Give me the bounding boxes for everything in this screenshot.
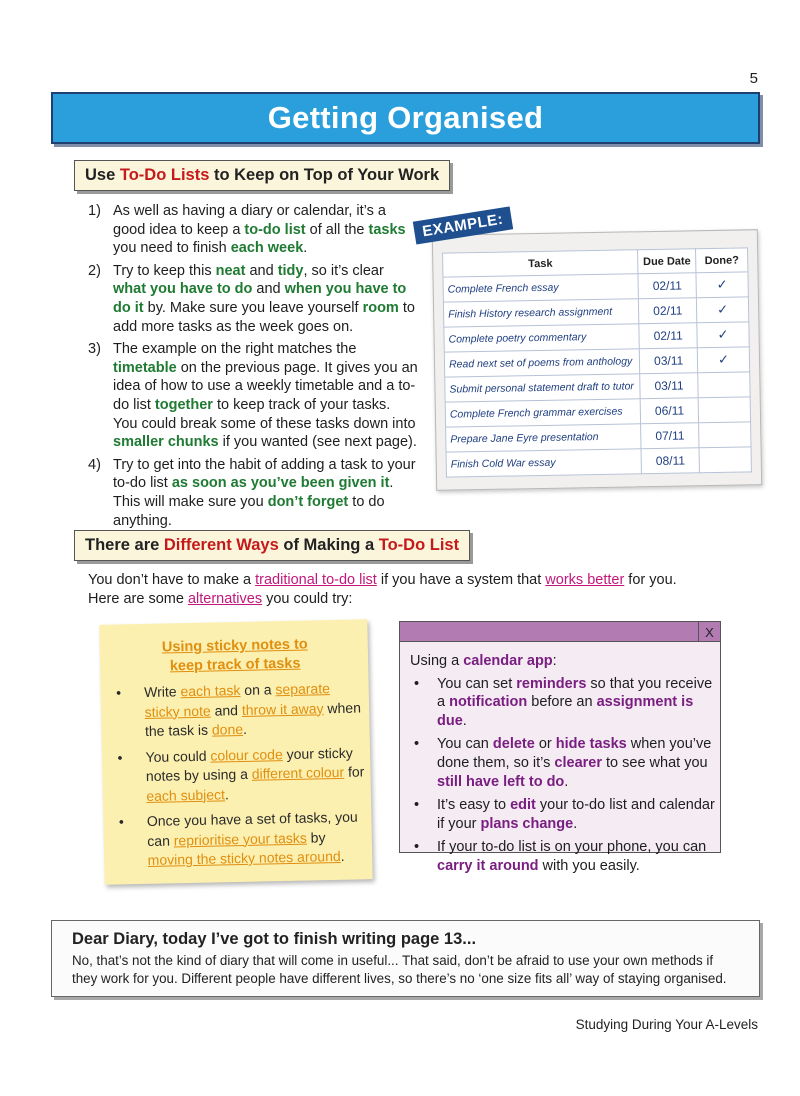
body-text: .: [462, 712, 467, 729]
highlighted-text: delete: [492, 736, 535, 753]
highlighted-text: clearer: [554, 754, 602, 771]
link-works-better[interactable]: works better: [545, 572, 625, 588]
body-text: As well as having a diary or calendar, it’s a good idea to keep a: [113, 203, 386, 238]
body-text: The example on the right matches the: [113, 341, 357, 358]
calendar-intro-text: :: [552, 653, 557, 669]
section-heading-todo-lists: [74, 160, 450, 191]
highlighted-text: hide tasks: [555, 736, 627, 753]
body-text: by. Make sure you leave yourself: [143, 299, 363, 316]
body-text: or: [534, 736, 556, 753]
highlighted-text: smaller chunks: [113, 434, 219, 451]
highlighted-text: tidy: [277, 262, 304, 279]
intro-line-1: [88, 571, 728, 590]
numbered-steps-list: [88, 202, 418, 534]
todo-table: [442, 247, 752, 477]
sticky-note-title: [135, 635, 336, 677]
done-check-cell: ✓: [696, 272, 748, 298]
intro-text: Here are some: [88, 590, 188, 607]
link-traditional-to-do-list[interactable]: traditional to-do list: [255, 572, 377, 588]
task-cell: Read next set of poems from anthology: [444, 349, 640, 377]
bullet: •: [414, 736, 420, 753]
sticky-title-line-2: keep track of tasks: [169, 655, 301, 675]
highlighted-text: when you have to do it: [113, 281, 407, 316]
list-item: [410, 735, 716, 791]
highlighted-text: tasks: [368, 221, 406, 238]
highlighted-text: plans change: [480, 815, 574, 832]
highlighted-text: as soon as you’ve been given it: [171, 475, 390, 492]
table-row: [446, 447, 751, 477]
calendar-intro-text: Using a: [410, 653, 464, 669]
calendar-app-window: [399, 621, 721, 874]
page-banner: [51, 92, 760, 144]
list-item: [410, 675, 716, 731]
due-date-cell: 08/11: [641, 448, 699, 474]
task-cell: Submit personal statement draft to tutor: [445, 374, 641, 402]
done-check-cell: [699, 447, 751, 473]
highlighted-text: to-do list: [244, 221, 306, 238]
highlighted-text: still have left to do: [437, 773, 565, 790]
section-heading-different-ways: [74, 530, 470, 561]
step-number: 3): [88, 341, 101, 358]
list-item: [88, 202, 418, 258]
page-title: Getting Organised: [267, 100, 544, 135]
task-cell: Finish Cold War essay: [446, 449, 642, 477]
underlined-link[interactable]: each task: [180, 682, 241, 700]
calendar-intro: [410, 652, 716, 671]
intro-text: for you.: [624, 572, 677, 588]
bullet: •: [118, 813, 124, 830]
body-text: .: [303, 240, 308, 257]
task-cell: Finish History research assignment: [443, 299, 639, 327]
list-item: [88, 262, 418, 336]
intro-line-2: [88, 590, 728, 609]
underlined-link[interactable]: done: [211, 720, 244, 738]
body-text: .: [340, 847, 345, 864]
page-footer: Studying During Your A-Levels: [575, 1017, 758, 1032]
calendar-intro-highlight: calendar app: [463, 653, 553, 669]
highlighted-text: what you have to do: [113, 281, 253, 298]
body-text: your to-do list and calendar if your: [437, 797, 715, 832]
body-text: , so it’s clear: [303, 262, 384, 279]
intro-text: You don’t have to make a: [88, 572, 256, 588]
list-item: [410, 838, 716, 875]
highlighted-text: room: [362, 299, 399, 316]
underlined-link[interactable]: each subject: [146, 785, 226, 804]
highlighted-text: edit: [510, 797, 536, 814]
highlighted-text: each week: [230, 240, 304, 257]
body-text: . This will make sure you: [113, 475, 394, 510]
intro-text: if you have a system that: [376, 572, 546, 588]
dear-diary-box: [51, 920, 760, 997]
underlined-link[interactable]: moving the sticky notes around: [147, 847, 341, 869]
body-text: to do anything.: [113, 493, 385, 529]
body-text: You can: [437, 736, 493, 753]
body-text: If your to-do list is on your phone, you can: [437, 839, 707, 856]
task-cell: Complete French grammar exercises: [445, 399, 641, 427]
body-text: .: [224, 785, 230, 802]
heading-text: There are: [85, 536, 164, 554]
done-check-cell: ✓: [697, 322, 749, 348]
calendar-app-content: [410, 652, 716, 881]
sticky-title-line-1: Using sticky notes to: [161, 636, 308, 656]
close-button[interactable]: X: [698, 622, 720, 642]
highlighted-text: assignment is due: [437, 694, 694, 729]
due-date-cell: 06/11: [640, 398, 698, 424]
body-text: Once you have a set of tasks, you can: [146, 808, 358, 849]
heading-highlight: To-Do List: [378, 536, 460, 554]
done-check-cell: [698, 372, 750, 398]
heading-text: Use: [85, 166, 120, 184]
sticky-note-list: [116, 678, 370, 877]
heading-text: of Making a: [278, 536, 379, 554]
due-date-cell: 07/11: [641, 423, 699, 449]
list-item: [88, 456, 418, 530]
example-tag: EXAMPLE:: [413, 207, 513, 245]
step-number: 4): [88, 456, 101, 473]
body-text: by: [306, 828, 326, 846]
list-item: [410, 796, 716, 833]
intro-text: you could try:: [262, 590, 353, 607]
body-text: of all the: [305, 221, 369, 238]
body-text: You can set: [437, 675, 517, 692]
list-item: [119, 807, 370, 871]
done-check-cell: [699, 422, 751, 448]
body-text: if you wanted (see next page).: [218, 434, 417, 451]
alternatives-intro: [88, 571, 728, 608]
highlighted-text: carry it around: [437, 857, 539, 874]
highlighted-text: together: [154, 396, 213, 413]
step-number: 1): [88, 203, 101, 219]
body-text: on a: [240, 681, 276, 699]
body-text: .: [564, 773, 569, 790]
due-date-cell: 03/11: [640, 373, 698, 399]
calendar-benefits-list: [410, 675, 716, 876]
highlighted-text: don’t forget: [267, 493, 349, 510]
body-text: and: [210, 701, 243, 719]
body-text: when the task is: [144, 699, 362, 740]
task-cell: Complete French essay: [443, 274, 639, 302]
body-text: to add more tasks as the week goes on.: [113, 299, 415, 335]
underlined-link[interactable]: colour code: [210, 745, 283, 764]
column-header-done: Done?: [696, 248, 748, 273]
body-text: so that you receive a: [437, 675, 713, 711]
bullet: •: [116, 684, 122, 701]
bullet: •: [414, 675, 420, 692]
body-text: Write: [144, 683, 181, 701]
highlighted-text: timetable: [113, 359, 177, 376]
highlighted-text: notification: [449, 694, 528, 711]
body-text: and: [252, 281, 285, 298]
due-date-cell: 02/11: [638, 273, 696, 299]
body-text: You could: [145, 747, 211, 765]
body-text: your sticky notes by using a: [145, 744, 353, 785]
due-date-cell: 03/11: [640, 348, 698, 374]
body-text: for: [343, 763, 365, 780]
task-cell: Complete poetry commentary: [444, 324, 640, 352]
body-text: Try to keep this: [113, 262, 216, 279]
underlined-link[interactable]: separate sticky note: [144, 680, 331, 720]
done-check-cell: [698, 397, 750, 423]
body-text: when you’ve done them, so it’s: [437, 736, 712, 771]
done-check-cell: ✓: [696, 297, 748, 323]
list-item: [117, 743, 368, 807]
highlighted-text: neat: [215, 262, 246, 279]
body-text: to see what you: [602, 754, 708, 771]
task-cell: Prepare Jane Eyre presentation: [446, 424, 642, 452]
body-text: on the previous page. It gives you an idea of how to use a weekly timetable and a to-do list: [113, 359, 418, 413]
link-alternatives[interactable]: alternatives: [187, 590, 263, 607]
heading-text: to Keep on Top of Your Work: [209, 166, 440, 184]
column-header-due-date: Due Date: [638, 249, 696, 274]
body-text: .: [573, 815, 578, 832]
bullet: •: [117, 749, 123, 766]
underlined-link[interactable]: throw it away: [241, 699, 324, 718]
body-text: Try to get into the habit of adding a task to your to-do list: [113, 456, 416, 492]
body-text: before an: [527, 694, 597, 711]
heading-highlight: To-Do Lists: [119, 166, 210, 184]
list-item: [116, 678, 367, 742]
heading-highlight: Different Ways: [163, 536, 279, 554]
underlined-link[interactable]: reprioritise your tasks: [173, 829, 307, 848]
body-text: .: [242, 720, 248, 737]
diary-body: No, that’s not the kind of diary that will come in useful... That said, don’t be afraid to use your own methods if they work for you. Different people have different lives, so there’s no ‘one size fits all’ way of staying organised.: [72, 953, 727, 986]
diary-title: Dear Diary, today I’ve got to finish writing page 13...: [72, 930, 477, 948]
list-item: [88, 340, 418, 452]
underlined-link[interactable]: different colour: [251, 763, 345, 782]
window-title-bar: [400, 622, 720, 642]
bullet: •: [414, 839, 420, 856]
highlighted-text: reminders: [516, 675, 587, 692]
body-text: to keep track of your tasks. You could break some of these tasks down into: [113, 396, 416, 432]
body-text: It’s easy to: [437, 797, 511, 814]
body-text: with you easily.: [538, 857, 640, 874]
step-number: 2): [88, 262, 101, 279]
bullet: •: [414, 797, 420, 814]
done-check-cell: ✓: [697, 347, 749, 373]
page-number: 5: [749, 70, 758, 87]
body-text: you need to finish: [113, 240, 231, 257]
due-date-cell: 02/11: [639, 323, 697, 349]
body-text: and: [245, 262, 278, 279]
due-date-cell: 02/11: [639, 298, 697, 324]
column-header-task: Task: [443, 250, 639, 277]
